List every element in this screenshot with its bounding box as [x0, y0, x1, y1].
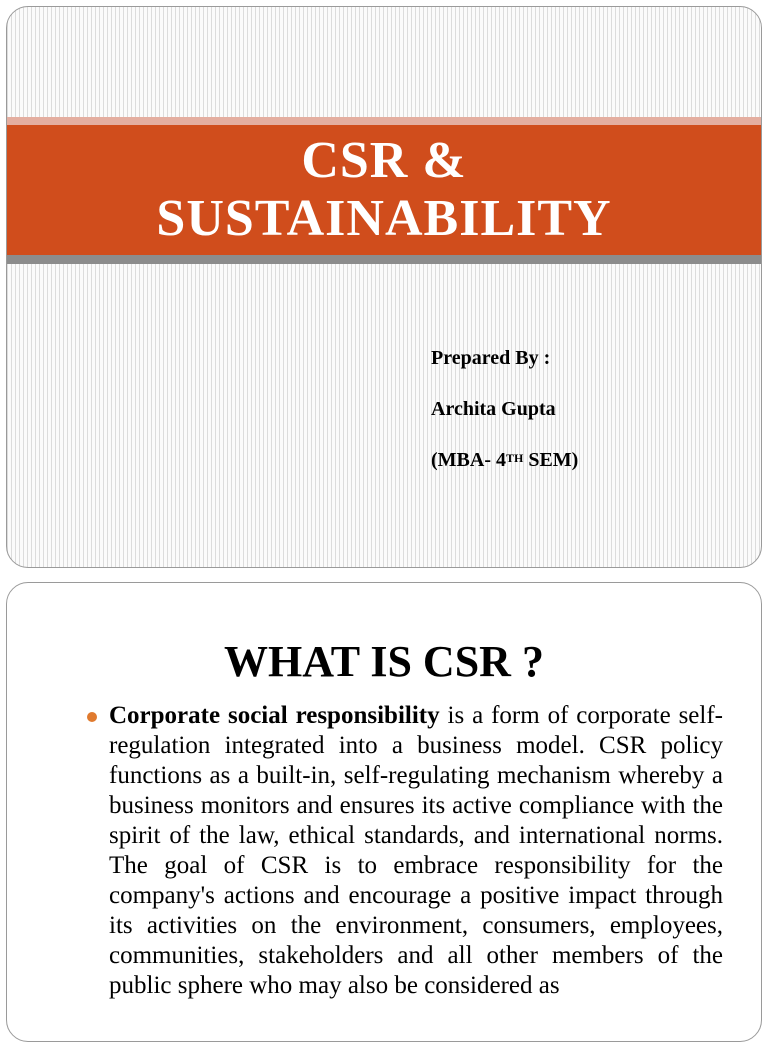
author-name: Archita Gupta: [431, 398, 556, 420]
title-slide: [6, 6, 762, 568]
title-band: [7, 125, 761, 255]
bullet-item: [87, 701, 723, 1001]
course-prefix: (MBA- 4: [431, 449, 506, 471]
bullet-text: [109, 701, 723, 1001]
title-band-bottom-stripe: [7, 255, 761, 264]
content-slide: [6, 582, 762, 1042]
bullet-bold-term: Corporate social responsibility: [109, 702, 440, 729]
bullet-dot-icon: [87, 712, 97, 722]
slide-heading: WHAT IS CSR ?: [224, 637, 544, 686]
slide-title-line-2: SUSTAINABILITY: [156, 190, 612, 247]
slide-title-line-1: CSR &: [301, 132, 467, 189]
author-block: [431, 345, 578, 498]
title-band-top-stripe: [7, 117, 761, 125]
bullet-body: is a form of corporate self-regulation integrated into a business model. CSR policy functions as a built-in, self-regulating mechanism whereby a business monitors and ensures its active compliance with the spirit of the law, ethical standards, and international norms. The goal of CSR is to embrace responsibility for the company's actions and encourage a positive impact through its activities on the environment, consumers, employees, communities, stakeholders and all other members of the public sphere who may also be considered as: [109, 702, 723, 999]
course-suffix: SEM): [523, 449, 579, 471]
course-superscript: TH: [505, 451, 524, 465]
prepared-by-label: Prepared By :: [431, 347, 551, 369]
course-info: [431, 447, 578, 473]
